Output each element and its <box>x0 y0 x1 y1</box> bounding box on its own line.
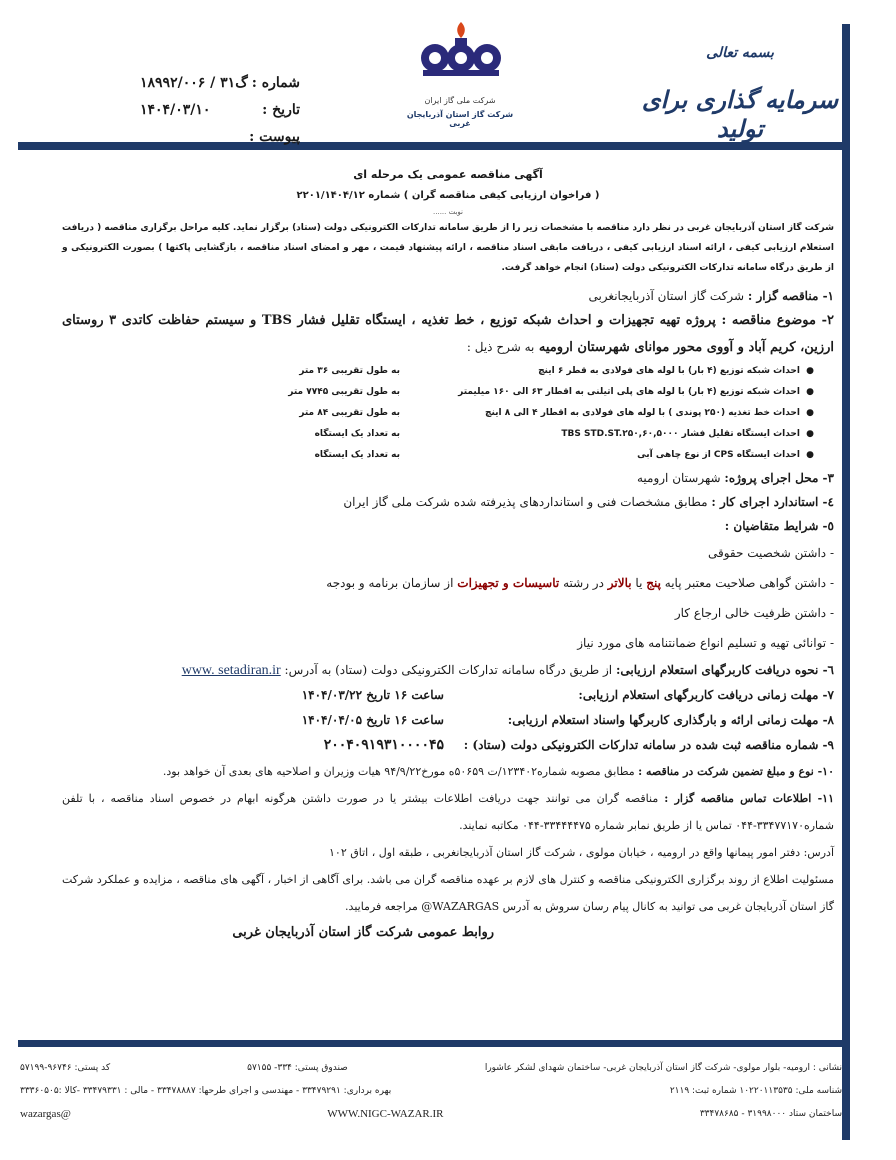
item-receive-deadline-label: ۷- مهلت زمانی دریافت کاربرگهای استعلام ارزیابی: <box>578 688 834 702</box>
item-contact-value: مناقصه گران می توانند جهت دریافت اطلاعات بیشتر یا در صورت داشتن هرگونه ابهام در خصوص اسناد مناقصه ، با تلفن شماره۳۳۴۷۷۱۷۰-۰۴۴ تماس یا از طریق نمابر شماره ۳۳۴۴۴۴۷۵-۰۴۴ مکاتبه نمایند. <box>62 792 834 832</box>
slogan: سرمایه گذاری برای تولید <box>641 85 839 143</box>
item-submit-deadline <box>62 708 834 733</box>
bottom-divider-bar <box>18 1040 850 1047</box>
item-submit-deadline-label: ۸- مهلت زمانی ارائه و بارگذاری کاربرگها واسناد استعلام ارزیابی: <box>507 713 834 727</box>
item-subject-text: ۲- موضوع مناقصه : پروژه تهیه تجهیزات و احداث شبکه توزیع ، خط تغذیه ، ایستگاه تقلیل فشار TBS و سیستم حفاظت کاتدی ۳ روستای ارزین، کریم آباد و آووی محور موانای شهرستان ارومیه <box>62 313 834 355</box>
item-tenderer <box>62 284 834 308</box>
item-tender-number-value: ۲۰۰۴۰۹۱۹۳۱۰۰۰۰۴۵ <box>323 737 444 753</box>
number-value: گ۳۱ / ۱۸۹۹۲/۰۰۶ <box>140 75 248 91</box>
item-how-to-receive-label: ٦- نحوه دریافت کاربرگهای استعلام ارزیابی: <box>615 663 834 677</box>
item-guarantee-label: ۱۰- نوع و مبلغ تضمین شرکت در مناقصه : <box>638 765 834 778</box>
notice-round: نوبت ...... <box>433 208 463 216</box>
footer <box>20 1057 842 1126</box>
condition-legal-entity: - داشتن شخصیت حقوقی <box>707 546 834 560</box>
condition-guarantees: - توانائی تهیه و تسلیم انواع ضمانتنامه های مورد نیاز <box>577 636 834 650</box>
item-guarantee-value: مطابق مصوبه شماره۱۲۳۴۰۲/ت ۵۰۶۵۹ه مورخ۹۴/۹/۲۲ هیات وزیران و اصلاحیه های بعدی آن خواهد بود. <box>162 765 635 778</box>
letter-header-fields <box>140 70 300 151</box>
item-standard <box>62 490 834 514</box>
footer-postal-code: کد پستی: ۹۶۷۴۶-۵۷۱۹۹ <box>20 1063 111 1073</box>
setadiran-link[interactable]: www. setadiran.ir <box>181 663 281 678</box>
item-subject <box>62 308 834 361</box>
item-how-to-receive-value: از طریق درگاه سامانه تدارکات الکترونیکی دولت (ستاد) به آدرس: <box>284 663 613 677</box>
nigc-logo-icon <box>415 18 507 80</box>
item-location <box>62 466 834 490</box>
footer-national-id: شناسه ملی: ۱۰۲۲۰۱۱۳۵۳۵ شماره ثبت: ۲۱۱۹ <box>669 1086 842 1096</box>
list-item: ● احداث خط تغذیه (۲۵۰ پوندی ) با لوله های فولادی به اقطار ۴ الی ۸ اینچ به طول تقریبی ۸۴ متر <box>299 408 814 418</box>
logo-caption-province: شرکت گاز استان آذربایجان غربی <box>406 110 514 128</box>
list-item: ● احداث ایستگاه CPS از نوع چاهی آبی به تعداد یک ایستگاه <box>314 450 814 460</box>
item-contact-label: ۱۱- اطلاعات تماس مناقصه گزار : <box>664 792 834 805</box>
list-item: ● احداث ایستگاه تقلیل فشار TBS STD.ST.۲۵۰,۶۰,۵۰۰۰ به تعداد یک ایستگاه <box>314 429 814 439</box>
list-item: ● احداث شبکه توزیع (۴ بار) با لوله های فولادی به قطر ۶ اینچ به طول تقریبی ۳۶ متر <box>299 366 814 376</box>
number-label: شماره : <box>251 75 300 91</box>
item-location-value: شهرستان ارومیه <box>636 471 721 485</box>
item-standard-value: مطابق مشخصات فنی و استانداردهای پذیرفته شده شرکت ملی گاز ایران <box>343 495 708 509</box>
right-frame-bar <box>842 24 850 1140</box>
condition-certificate: - داشتن گواهی صلاحیت معتبر پایه پنج یا بالاتر در رشته تاسیسات و تجهیزات از سازمان برنامه و بودجه <box>326 576 834 590</box>
list-item: ● احداث شبکه توزیع (۴ بار) با لوله های پلی اتیلنی به اقطار ۶۳ الی ۱۶۰ میلیمتر به طول تقریبی ۷۷۴۵ متر <box>288 387 814 397</box>
logo-caption-company: شرکت ملی گاز ایران <box>424 96 496 105</box>
item-conditions-label: ٥- شرایط متقاضیان : <box>724 519 834 533</box>
item-location-label: ۳- محل اجرای پروژه: <box>724 471 834 485</box>
item-receive-deadline-value: ساعت ۱۶ تاریخ ۱۴۰۴/۰۳/۲۲ <box>301 688 444 702</box>
footer-website-link[interactable]: WWW.NIGC-WAZAR.IR <box>327 1108 444 1120</box>
item-tenderer-value: شرکت گاز استان آذربایجانغربی <box>588 289 745 303</box>
item-guarantee <box>62 758 834 785</box>
footer-phones: بهره برداری: ۳۳۴۷۹۲۹۱ - مهندسی و اجرای طرحها: ۳۳۴۷۸۸۸۷ - مالی : ۳۳۴۷۹۳۳۱ -کالا :۳۳۳۶۰۵۰۵ <box>20 1086 392 1096</box>
item-tenderer-label: ۱- مناقصه گزار : <box>747 289 834 303</box>
footer-social-handle[interactable]: @wazargas <box>20 1108 71 1120</box>
notice-body <box>62 158 834 946</box>
item-subject-tail: به شرح ذیل : <box>466 340 535 354</box>
scope-list <box>62 361 834 466</box>
item-contact <box>62 785 834 839</box>
responsibility-note: مسئولیت اطلاع از روند برگزاری الکترونیکی مناقصه و کنترل های لازم بر عهده مناقصه گران می باشد. برای آگاهی از اخبار ، آگهی های مناقصه ، مزایده و عملکرد شرکت گاز استان آذربایجان غربی می توانید به کانال پیام رسان سروش به آدرس WAZARGAS@ مراجعه فرمایید. <box>62 873 834 913</box>
notice-subtitle: ( فراخوان ارزیابی کیفی مناقصه گران ) شماره ۲۲۰۱/۱۴۰۴/۱۲ <box>296 190 600 201</box>
item-tender-number-label: ۹- شماره مناقصه ثبت شده در سامانه تدارکات الکترونیکی دولت (ستاد) : <box>463 738 834 752</box>
basmala: بسمه تعالی <box>706 45 774 61</box>
date-value: ۱۴۰۴/۰۳/۱۰ <box>140 102 211 118</box>
item-standard-label: ٤- استاندارد اجرای کار : <box>711 495 834 509</box>
item-submit-deadline-value: ساعت ۱۶ تاریخ ۱۴۰۴/۰۴/۰۵ <box>301 713 444 727</box>
attachment-label: پیوست : <box>249 129 300 145</box>
condition-capacity: - داشتن ظرفیت خالی ارجاع کار <box>674 606 834 620</box>
item-receive-deadline <box>62 683 834 708</box>
footer-address: نشانی : ارومیه- بلوار مولوی- شرکت گاز استان آذربایجان غربی- ساختمان شهدای لشکر عاشورا <box>484 1063 842 1073</box>
footer-hq-phone: ساختمان ستاد ۳۱۹۹۸۰۰۰ - ۳۳۴۷۸۶۸۵ <box>699 1109 842 1119</box>
footer-pobox: صندوق پستی: ۳۳۴- ۵۷۱۵۵ <box>247 1063 348 1073</box>
item-tender-number <box>62 733 834 758</box>
item-how-to-receive <box>62 658 834 683</box>
address-line: آدرس: دفتر امور پیمانها واقع در ارومیه ، خیابان مولوی ، شرکت گاز استان آذربایجانغربی ، طبقه اول ، اتاق ۱۰۲ <box>329 846 834 859</box>
date-label: تاریخ : <box>262 102 300 118</box>
intro-paragraph: شرکت گاز استان آذربایجان غربی در نظر دارد مناقصه با مشخصات زیر را از طریق سامانه تدارکات الکترونیکی دولت (ستاد) برگزار نماید. کلیه مراحل برگزاری مناقصه ( دریافت استعلام ارزیابی کیفی ، ارائه اسناد ارزیابی کیفی ، دریافت مابقی اسناد مناقصه ، ارائه پیشنهاد قیمت ، مهر و امضای اسناد مناقصه ، بازگشایی پاکتها ) بصورت الکترونیکی و از طریق درگاه سامانه تدارکات الکترونیکی دولت (ستاد) انجام خواهد گرفت. <box>62 223 834 273</box>
notice-title: آگهی مناقصه عمومی یک مرحله ای <box>353 168 543 181</box>
signature: روابط عمومی شرکت گاز استان آذربایجان غربی <box>232 925 494 940</box>
